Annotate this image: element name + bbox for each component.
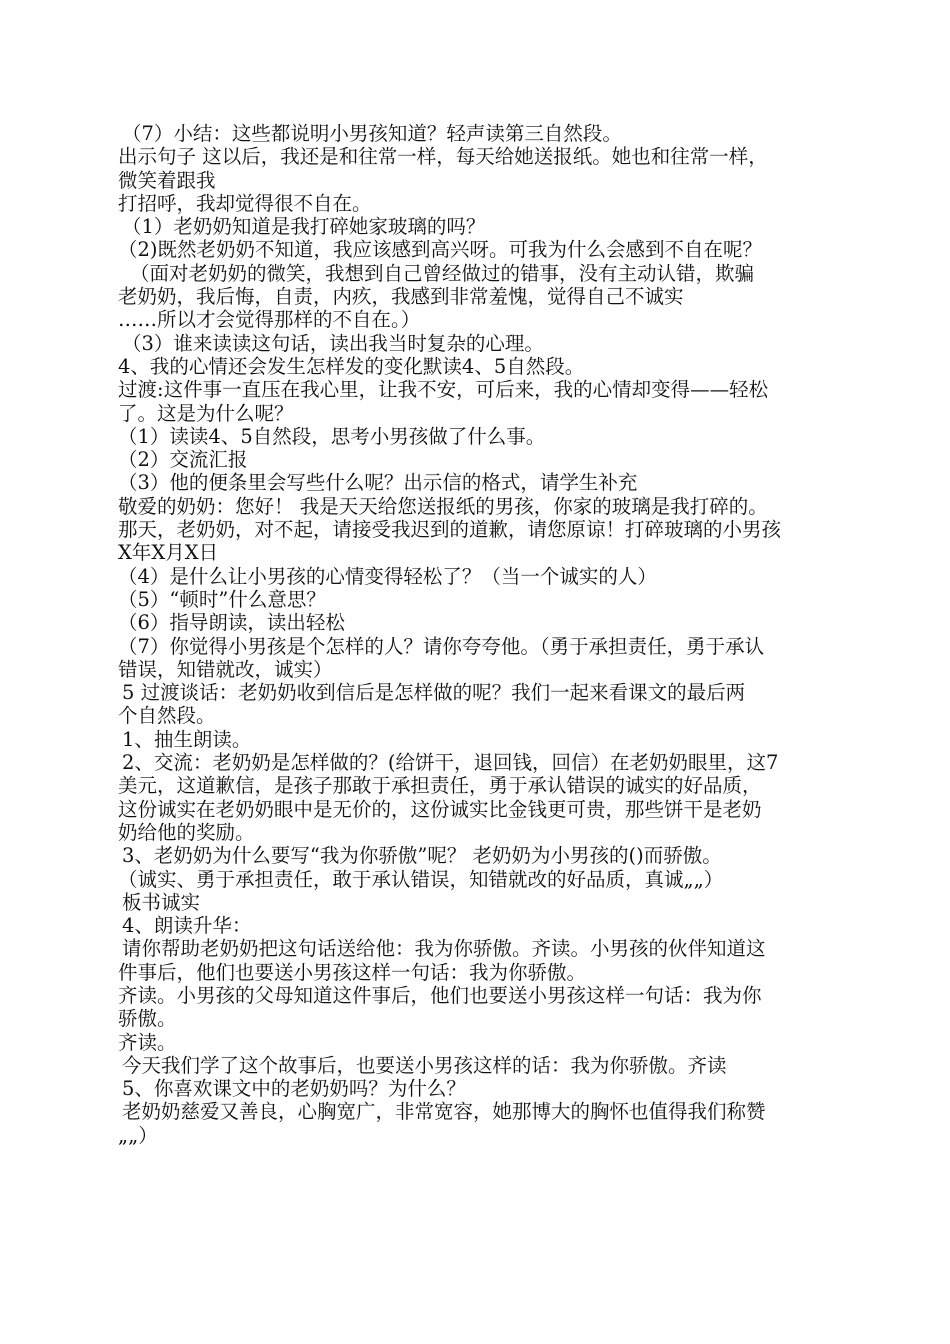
text-line: 3、老奶奶为什么要写“我为你骄傲”呢？ 老奶奶为小男孩的()而骄傲。: [122, 844, 722, 868]
text-line: 老奶奶慈爱又善良，心胸宽广，非常宽容，她那博大的胸怀也值得我们称赞: [122, 1100, 766, 1124]
text-line: 打招呼，我却觉得很不自在。: [118, 191, 372, 215]
text-line: 1、抽生朗读。: [122, 727, 252, 751]
text-line: ……所以才会觉得那样的不自在。）: [118, 308, 421, 332]
text-line: 个自然段。: [118, 704, 216, 728]
text-line: 板书诚实: [122, 890, 201, 914]
text-line: （诚实、勇于承担责任，敢于承认错误，知错就改的好品质，真诚„„）: [118, 867, 724, 891]
text-line: 过渡:这件事一直压在我心里，让我不安，可后来，我的心情却变得——轻松: [118, 378, 769, 402]
text-line: 5、你喜欢课文中的老奶奶吗？为什么？: [122, 1077, 466, 1101]
text-line: X年X月X日: [118, 541, 219, 565]
text-line: （面对老奶奶的微笑，我想到自己曾经做过的错事，没有主动认错，欺骗: [130, 261, 755, 285]
document-page: [118, 122, 844, 1147]
text-line: （2)既然老奶奶不知道，我应该感到高兴呀。可我为什么会感到不自在呢？: [118, 238, 763, 262]
text-line: （3）谁来读读这句话，读出我当时复杂的心理。: [122, 331, 544, 355]
text-line: 敬爱的奶奶：您好！ 我是天天给您送报纸的男孩，你家的玻璃是我打碎的。: [118, 494, 768, 518]
text-line: （4）是什么让小男孩的心情变得轻松了？（当一个诚实的人）: [118, 564, 657, 588]
text-line: „„）: [118, 1123, 158, 1147]
text-line: （5）“顿时”什么意思？: [118, 587, 326, 611]
text-line: （2）交流汇报: [118, 448, 248, 472]
text-line: 请你帮助老奶奶把这句话送给他：我为你骄傲。齐读。小男孩的伙伴知道这: [122, 937, 766, 961]
text-line: 骄傲。: [118, 1007, 177, 1031]
text-line: 老奶奶，我后悔，自责，内疚，我感到非常羞愧，觉得自己不诚实: [118, 285, 684, 309]
text-line: （1）老奶奶知道是我打碎她家玻璃的吗？: [122, 215, 486, 239]
text-line: 了。这是为什么呢？: [118, 401, 294, 425]
text-line: 这份诚实在老奶奶眼中是无价的，这份诚实比金钱更可贵，那些饼干是老奶: [118, 797, 762, 821]
text-line: 齐读。: [118, 1030, 177, 1054]
text-line: （7）你觉得小男孩是个怎样的人？请你夸夸他。（勇于承担责任，勇于承认: [118, 634, 765, 658]
text-line: 奶给他的奖励。: [118, 820, 255, 844]
text-line: 错误，知错就改，诚实）: [118, 657, 333, 681]
text-line: 今天我们学了这个故事后，也要送小男孩这样的话：我为你骄傲。齐读: [122, 1053, 727, 1077]
text-line: 4、朗读升华：: [122, 914, 252, 938]
text-line: （3）他的便条里会写些什么呢？出示信的格式，请学生补充: [118, 471, 638, 495]
text-line: 2、交流：老奶奶是怎样做的？(给饼干，退回钱，回信）在老奶奶眼里，这7: [122, 751, 779, 775]
text-line: 件事后，他们也要送小男孩这样一句话：我为你骄傲。: [118, 960, 587, 984]
text-line: （6）指导朗读，读出轻松: [118, 611, 345, 635]
text-line: （7）小结：这些都说明小男孩知道？轻声读第三自然段。: [122, 122, 622, 145]
text-line: 齐读。小男孩的父母知道这件事后，他们也要送小男孩这样一句话：我为你: [118, 983, 762, 1007]
text-line: （1）读读4、5自然段，思考小男孩做了什么事。: [118, 424, 546, 448]
text-line: 出示句子 这以后，我还是和往常一样，每天给她送报纸。她也和往常一样，: [118, 145, 768, 169]
text-line: 微笑着跟我: [118, 168, 216, 192]
text-line: 美元，这道歉信，是孩子那敢于承担责任，勇于承认错误的诚实的好品质，: [118, 774, 762, 798]
text-line: 4、我的心情还会发生怎样发的变化默读4、5自然段。: [118, 354, 585, 378]
text-line: 那天，老奶奶，对不起，请接受我迟到的道歉，请您原谅！打碎玻璃的小男孩: [118, 518, 782, 542]
text-line: 5 过渡谈话：老奶奶收到信后是怎样做的呢？我们一起来看课文的最后两: [122, 681, 746, 705]
